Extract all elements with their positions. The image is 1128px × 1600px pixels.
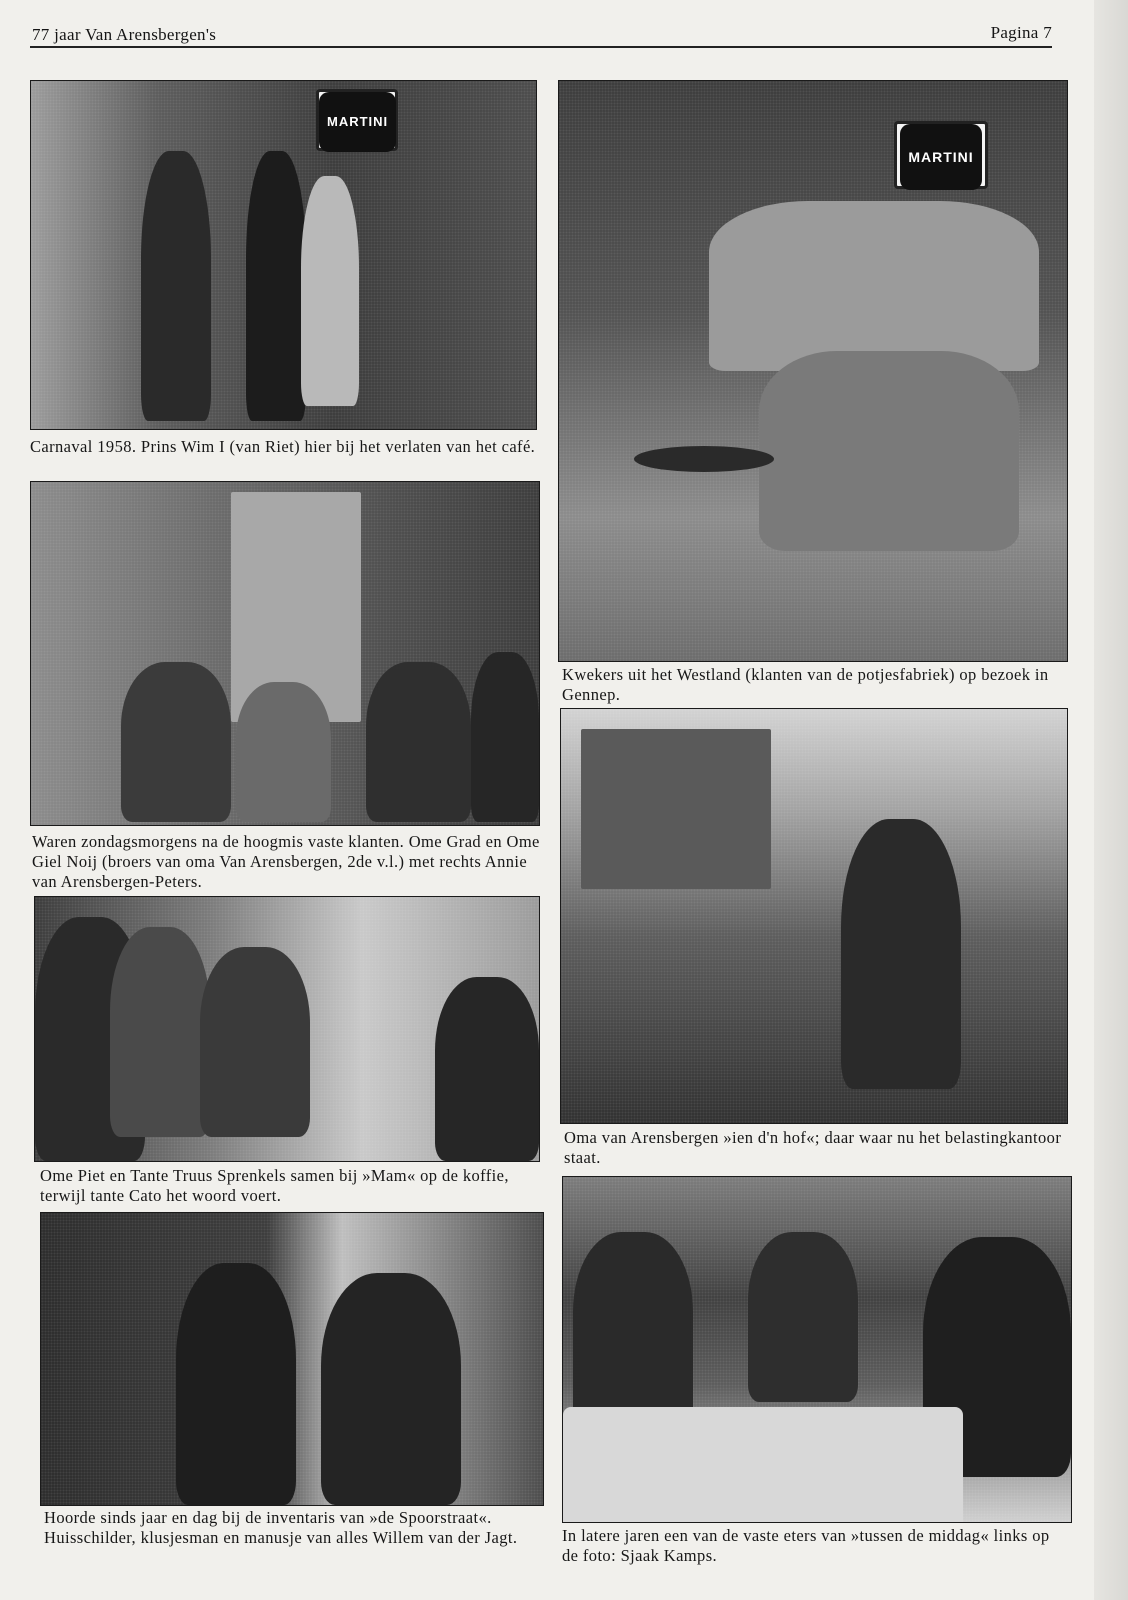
elderly-woman xyxy=(200,947,310,1137)
oma-figure xyxy=(841,819,961,1089)
group-standing xyxy=(709,201,1039,371)
caption-sunday-customers: Waren zondagsmorgens na de hoogmis vaste klanten. Ome Grad en Ome Giel Noij (broers van oma Van Arensbergen, 2de v.l.) met rechts Annie van Arensbergen-Peters. xyxy=(32,832,540,891)
group-seated xyxy=(759,351,1019,551)
house-background xyxy=(581,729,771,889)
photo-lunch-guests xyxy=(562,1176,1072,1523)
figure-man-left xyxy=(141,151,211,421)
seated-man-2 xyxy=(366,662,471,822)
seated-man-1 xyxy=(121,662,231,822)
page-number: Pagina 7 xyxy=(990,23,1052,42)
photo-coffee xyxy=(34,896,540,1162)
photo-sunday-customers xyxy=(30,481,540,826)
figure-woman xyxy=(301,176,359,406)
man-drinking xyxy=(321,1273,461,1505)
photo-carnaval xyxy=(30,80,537,430)
running-header: 77 jaar Van Arensbergen's xyxy=(32,25,217,44)
caption-carnaval: Carnaval 1958. Prins Wim I (van Riet) hier bij het verlaten van het café. xyxy=(30,437,536,456)
photo-westland-visitors xyxy=(558,80,1068,662)
woman-seated xyxy=(110,927,210,1137)
standing-woman xyxy=(471,652,539,822)
caption-willem: Hoorde sinds jaar en dag bij de inventaris van »de Spoorstraat«. Huisschilder, klusjesman en manusje van alles Willem van der Jagt. xyxy=(44,1508,518,1547)
page-edge xyxy=(1094,0,1128,1600)
man-smoking xyxy=(176,1263,296,1505)
photo-willem xyxy=(40,1212,544,1506)
photo-oma-garden xyxy=(560,708,1068,1124)
dining-table xyxy=(563,1407,963,1522)
caption-lunch-guests: In latere jaren een van de vaste eters van »tussen de middag« links op de foto: Sjaak Kamps. xyxy=(562,1526,1050,1565)
man-center xyxy=(748,1232,858,1402)
caption-westland-visitors: Kwekers uit het Westland (klanten van de potjesfabriek) op bezoek in Gennep. xyxy=(562,665,1049,704)
cafe-table xyxy=(634,446,774,472)
figure-prince xyxy=(246,151,306,421)
header-rule xyxy=(30,46,1052,48)
caption-coffee: Ome Piet en Tante Truus Sprenkels samen bij »Mam« op de koffie, terwijl tante Cato het woord voert. xyxy=(40,1166,509,1205)
caption-oma-garden: Oma van Arensbergen »ien d'n hof«; daar waar nu het belastingkantoor staat. xyxy=(564,1128,1062,1167)
seated-woman xyxy=(236,682,331,822)
sjaak-kamps xyxy=(573,1232,693,1432)
martini-sign-2: MARTINI xyxy=(894,121,988,189)
knitting-woman xyxy=(435,977,539,1161)
martini-sign: MARTINI xyxy=(316,89,398,151)
